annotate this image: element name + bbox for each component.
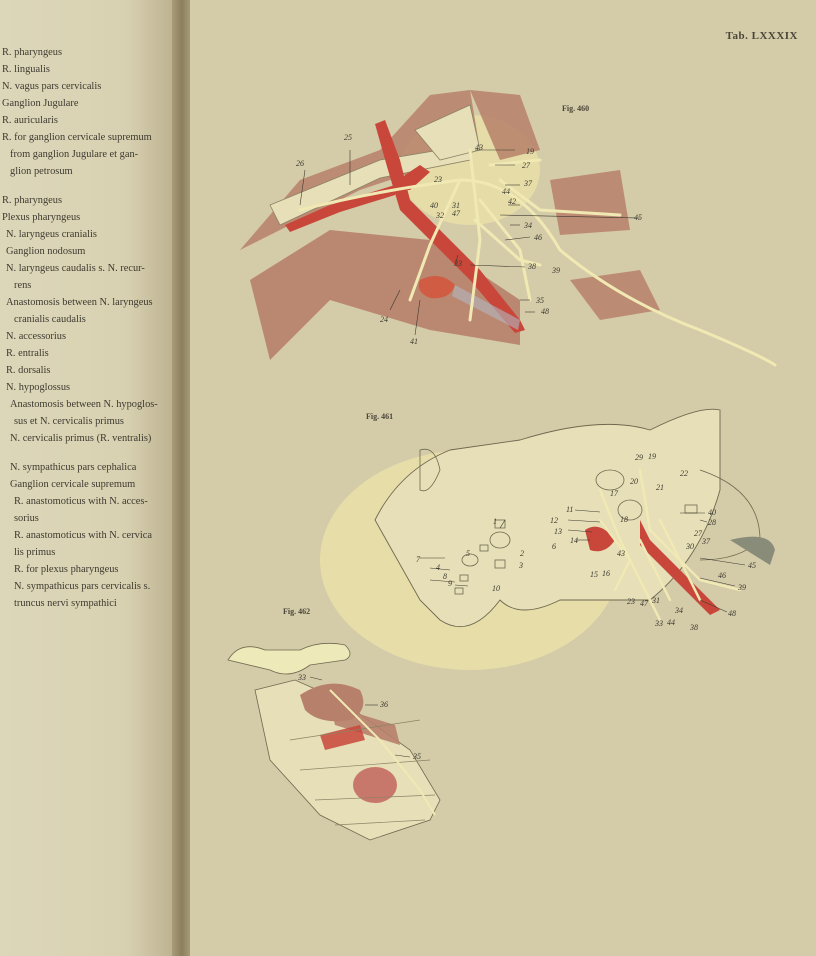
legend-line: sorius bbox=[14, 513, 39, 524]
fig-460-number: 38 bbox=[528, 262, 536, 271]
fig-460-number: 45 bbox=[634, 213, 642, 222]
legend-line: truncus nervi sympathici bbox=[14, 598, 117, 609]
fig-460-number: 27 bbox=[522, 161, 530, 170]
fig-461-number: 29 bbox=[635, 453, 643, 462]
fig-461-number: 3 bbox=[519, 561, 523, 570]
fig-460-number: 24 bbox=[380, 315, 388, 324]
fig-461-number: 27 bbox=[694, 529, 702, 538]
fig-460-number: 40 bbox=[430, 201, 438, 210]
legend-line: R. anastomoticus with N. cervica bbox=[14, 530, 152, 541]
fig-461-number: 44 bbox=[667, 618, 675, 627]
legend-line: R. for ganglion cervicale supremum bbox=[2, 132, 152, 143]
legend-line: R. entralis bbox=[6, 348, 49, 359]
fig-462-number: 35 bbox=[413, 752, 421, 761]
fig-461-number: 9 bbox=[448, 579, 452, 588]
fig-461-number: 21 bbox=[656, 483, 664, 492]
legend-line: Anastomosis between N. laryngeus bbox=[6, 297, 153, 308]
fig-462-number: 33 bbox=[298, 673, 306, 682]
legend-line: N. accessorius bbox=[6, 331, 67, 342]
legend-line: Ganglion cervicale supremum bbox=[10, 479, 136, 490]
legend-line: N. laryngeus caudalis s. N. recur- bbox=[6, 263, 145, 274]
plate-title: Tab. LXXXIX bbox=[725, 30, 798, 42]
fig-460-number: 19 bbox=[526, 147, 534, 156]
fig-461-number: 13 bbox=[554, 527, 562, 536]
fig-461-number: 7 bbox=[416, 555, 420, 564]
legend-line: Plexus pharyngeus bbox=[2, 212, 81, 223]
fig-461-number: 15 bbox=[590, 570, 598, 579]
fig-461-number: 22 bbox=[680, 469, 688, 478]
fig-461-number: 20 bbox=[630, 477, 638, 486]
legend-line: Anastomosis between N. hypoglos- bbox=[10, 399, 158, 410]
legend-line: rens bbox=[14, 280, 32, 291]
legend-line: R. pharyngeus bbox=[2, 195, 63, 206]
fig-461-number: 28 bbox=[708, 518, 716, 527]
fig-460-number: 37 bbox=[524, 179, 532, 188]
legend-line: glion petrosum bbox=[10, 166, 73, 177]
fig-461-number: 6 bbox=[552, 542, 556, 551]
legend-line: N. sympathicus pars cephalica bbox=[10, 462, 137, 473]
legend-line: N. cervicalis primus (R. ventralis) bbox=[10, 433, 152, 444]
fig-460-number: 23 bbox=[434, 175, 442, 184]
legend-line: R. anastomoticus with N. acces- bbox=[14, 496, 148, 507]
fig-460-number: 47 bbox=[452, 209, 460, 218]
fig-462-caption: Fig. 462 bbox=[283, 607, 311, 616]
fig-461-number: 43 bbox=[617, 549, 625, 558]
fig-461-number: 38 bbox=[690, 623, 698, 632]
fig-461-number: 16 bbox=[602, 569, 610, 578]
fig-460-number: 46 bbox=[534, 233, 542, 242]
fig-461-number: 34 bbox=[675, 606, 683, 615]
fig-460-number: 41 bbox=[410, 337, 418, 346]
fig-461-number: 40 bbox=[708, 508, 716, 517]
fig-461-number: 8 bbox=[443, 572, 447, 581]
fig-461-number: 45 bbox=[748, 561, 756, 570]
fig-462-number: 36 bbox=[380, 700, 388, 709]
legend-line: cranialis caudalis bbox=[14, 314, 86, 325]
legend-line: R. for plexus pharyngeus bbox=[14, 564, 119, 575]
fig-461-number: 19 bbox=[648, 452, 656, 461]
fig-461-number: 10 bbox=[492, 584, 500, 593]
fig-461-number: 14 bbox=[570, 536, 578, 545]
fig-461-number: 4 bbox=[436, 563, 440, 572]
fig-460-number: 35 bbox=[536, 296, 544, 305]
legend-line: lis primus bbox=[14, 547, 56, 558]
legend-line: R. auricularis bbox=[2, 115, 58, 126]
fig-461-number: 48 bbox=[728, 609, 736, 618]
fig-461-number: 18 bbox=[620, 515, 628, 524]
legend-line: Ganglion Jugulare bbox=[2, 98, 79, 109]
fig-461-number: 12 bbox=[550, 516, 558, 525]
fig-461-number: 23 bbox=[627, 597, 635, 606]
fig-460-number: 31 bbox=[452, 201, 460, 210]
fig-461-number: 46 bbox=[718, 571, 726, 580]
fig-461-number: 11 bbox=[566, 505, 574, 514]
legend-line: N. sympathicus pars cervicalis s. bbox=[14, 581, 151, 592]
fig-461-number: 33 bbox=[655, 619, 663, 628]
fig-460-number: 25 bbox=[344, 133, 352, 142]
legend-line: N. vagus pars cervicalis bbox=[2, 81, 102, 92]
fig-460-number: 34 bbox=[524, 221, 532, 230]
fig-461-number: 2 bbox=[520, 549, 524, 558]
fig-460-number: 33 bbox=[454, 259, 462, 268]
legend-line: N. hypoglossus bbox=[6, 382, 71, 393]
legend-line: R. dorsalis bbox=[6, 365, 51, 376]
fig-461-number: 1 bbox=[493, 517, 497, 526]
fig-461-number: 47 bbox=[640, 599, 648, 608]
fig-460-number: 42 bbox=[508, 197, 516, 206]
legend-line: R. lingualis bbox=[2, 64, 50, 75]
fig-461-number: 5 bbox=[466, 549, 470, 558]
fig-461-number: 30 bbox=[686, 542, 694, 551]
fig-460-number: 44 bbox=[502, 187, 510, 196]
fig-460-number: 39 bbox=[552, 266, 560, 275]
fig-460-number: 26 bbox=[296, 159, 304, 168]
fig-460-number: 32 bbox=[436, 211, 444, 220]
fig-460-number: 48 bbox=[541, 307, 549, 316]
fig-460-number: 43 bbox=[475, 143, 483, 152]
fig-461-number: 37 bbox=[702, 537, 710, 546]
legend-line: Ganglion nodosum bbox=[6, 246, 86, 257]
legend-line: sus et N. cervicalis primus bbox=[14, 416, 124, 427]
fig-461-number: 31 bbox=[652, 596, 660, 605]
fig-461-number: 39 bbox=[738, 583, 746, 592]
legend-line: R. pharyngeus bbox=[2, 47, 63, 58]
fig-461-number: 17 bbox=[610, 489, 618, 498]
legend-line: from ganglion Jugulare et gan- bbox=[10, 149, 139, 160]
fig-460-caption: Fig. 460 bbox=[562, 104, 590, 113]
legend-line: N. laryngeus cranialis bbox=[6, 229, 97, 240]
fig-461-caption: Fig. 461 bbox=[366, 412, 394, 421]
